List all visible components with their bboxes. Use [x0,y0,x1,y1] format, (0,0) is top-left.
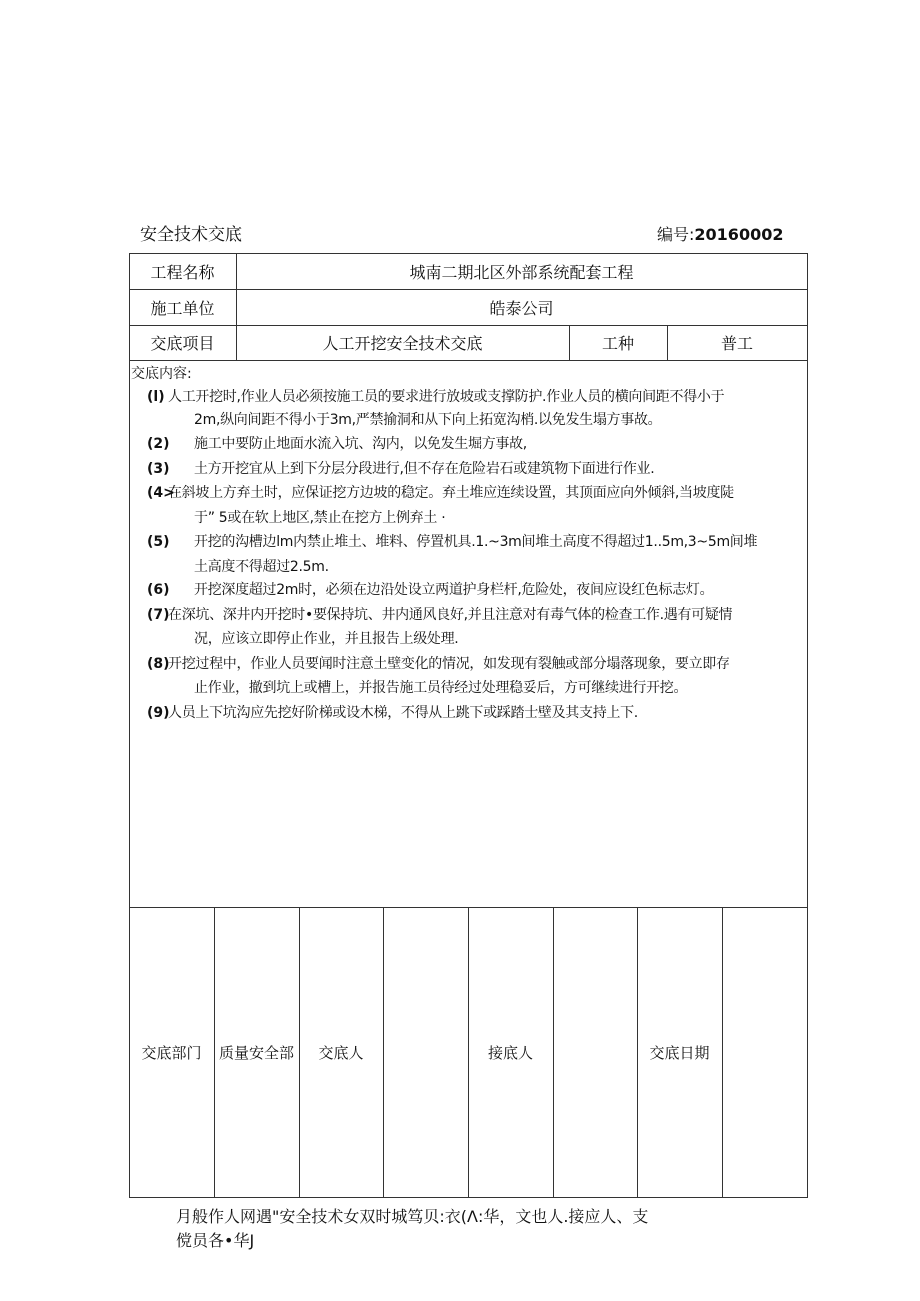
item-number: (5) [147,534,170,550]
item-number: (9) [147,705,170,721]
table-border [468,907,469,1197]
table-border [722,907,723,1197]
table-border [383,907,384,1197]
content-line: 2m,纵向间距不得小于3m,严禁揄洞和从下向上拓宽沟梢.以免发生塌方事故。 [194,412,662,428]
table-border [667,325,668,360]
item-number: (3) [147,461,170,477]
table-border [129,253,808,254]
table-border [569,325,570,360]
content-heading: 交底内容: [131,366,192,382]
table-border [299,907,300,1197]
content-line: 于” 5或在软上地区,禁止在挖方上例弃土 · [194,510,446,526]
content-line: 土高度不得超过2.5m. [194,559,329,575]
signoff-cell: 交底人 [318,1043,364,1062]
document-number [657,222,783,245]
table-border [129,360,808,361]
signoff-cell: 交底日期 [649,1043,710,1062]
document-title: 安全技术交底 [140,225,242,245]
content-line: 开挖的沟槽边lm内禁止堆土、堆料、停置机具.1.~3m间堆土高度不得超过1..5m,3~5m间堆 [194,534,758,550]
footer-note-line-2: 傥员各•华J [176,1231,255,1250]
item-number: (6) [147,582,170,598]
content-line: 施工中要防止地面水流入坑、沟内，以免发生堀方事故, [194,436,527,452]
unit-label: 施工单位 [150,298,215,318]
content-line: 开挖过程中，作业人员要闻时注意土壁变化的情况，如发现有裂触或部分塌落现象，要立即存 [168,656,730,672]
table-border [637,907,638,1197]
table-border [129,1197,808,1198]
signoff-cell: 交底部门 [141,1043,202,1062]
number-label: 编号: [657,225,695,244]
content-line: 况，应该立即停止作业，并且报告上级处理. [194,631,459,647]
content-line: 人员上下坑沟应先挖好阶梯或设木梯，不得从上跳下或踩踏士壁及其支持上下. [168,705,638,721]
table-border [807,253,808,1198]
trade-label: 工种 [601,334,634,353]
signoff-cell: 接底人 [487,1043,533,1062]
content-line: 开挖深度超过2m时，必须在边沿处设立两道护身栏杆,危险处，夜间应设红色标志灯。 [194,582,714,598]
content-line: 土方开挖宜从上到下分层分段进行,但不存在危险岩石或建筑物下面进行作业. [194,461,655,477]
item-number: (2) [147,436,170,452]
table-border [553,907,554,1197]
table-border [129,325,808,326]
table-border [214,907,215,1197]
signoff-cell [553,907,637,1197]
item-number: (l) [147,389,165,405]
signoff-cell: 质量安全部 [218,1043,294,1062]
item-number: (4> [147,485,175,501]
content-line: 在斜坡上方弃土时，应保证挖方边坡的稳定。弃土堆应连续设置，其顶面应向外倾斜,当坡度陡 [168,485,734,501]
item-label: 交底项目 [150,334,215,353]
table-border [236,253,237,360]
project-label: 工程名称 [150,262,215,282]
content-line: 人工开挖时,作业人员必须按施工员的要求进行放坡或支撑防护.作业人员的横向间距不得小于 [168,389,725,405]
trade-value: 普工 [720,334,753,353]
item-value: 人工开挖安全技术交底 [322,334,483,353]
content-line: 止作业，撤到坑上或槽上，并报告施工员待经过处理稳妥后，方可继续进行开挖。 [194,680,688,696]
number-value: 20160002 [694,225,784,244]
unit-value: 皓泰公司 [489,298,554,318]
signoff-cell [383,907,468,1197]
content-line: 在深坑、深井内开挖时•要保持坑、井内通风良好,并且注意对有毒气体的检查工作.遇有可疑情 [168,607,733,623]
item-number: (7) [147,607,170,623]
project-value: 城南二期北区外部系统配套工程 [409,262,634,282]
item-number: (8) [147,656,170,672]
table-border [129,289,808,290]
footer-note-line-1: 月般作人网遇"安全技术女双时城笃贝:衣(Λ:华，文也人.接应人、支 [176,1207,649,1226]
signoff-cell [722,907,807,1197]
table-border [129,253,130,1198]
